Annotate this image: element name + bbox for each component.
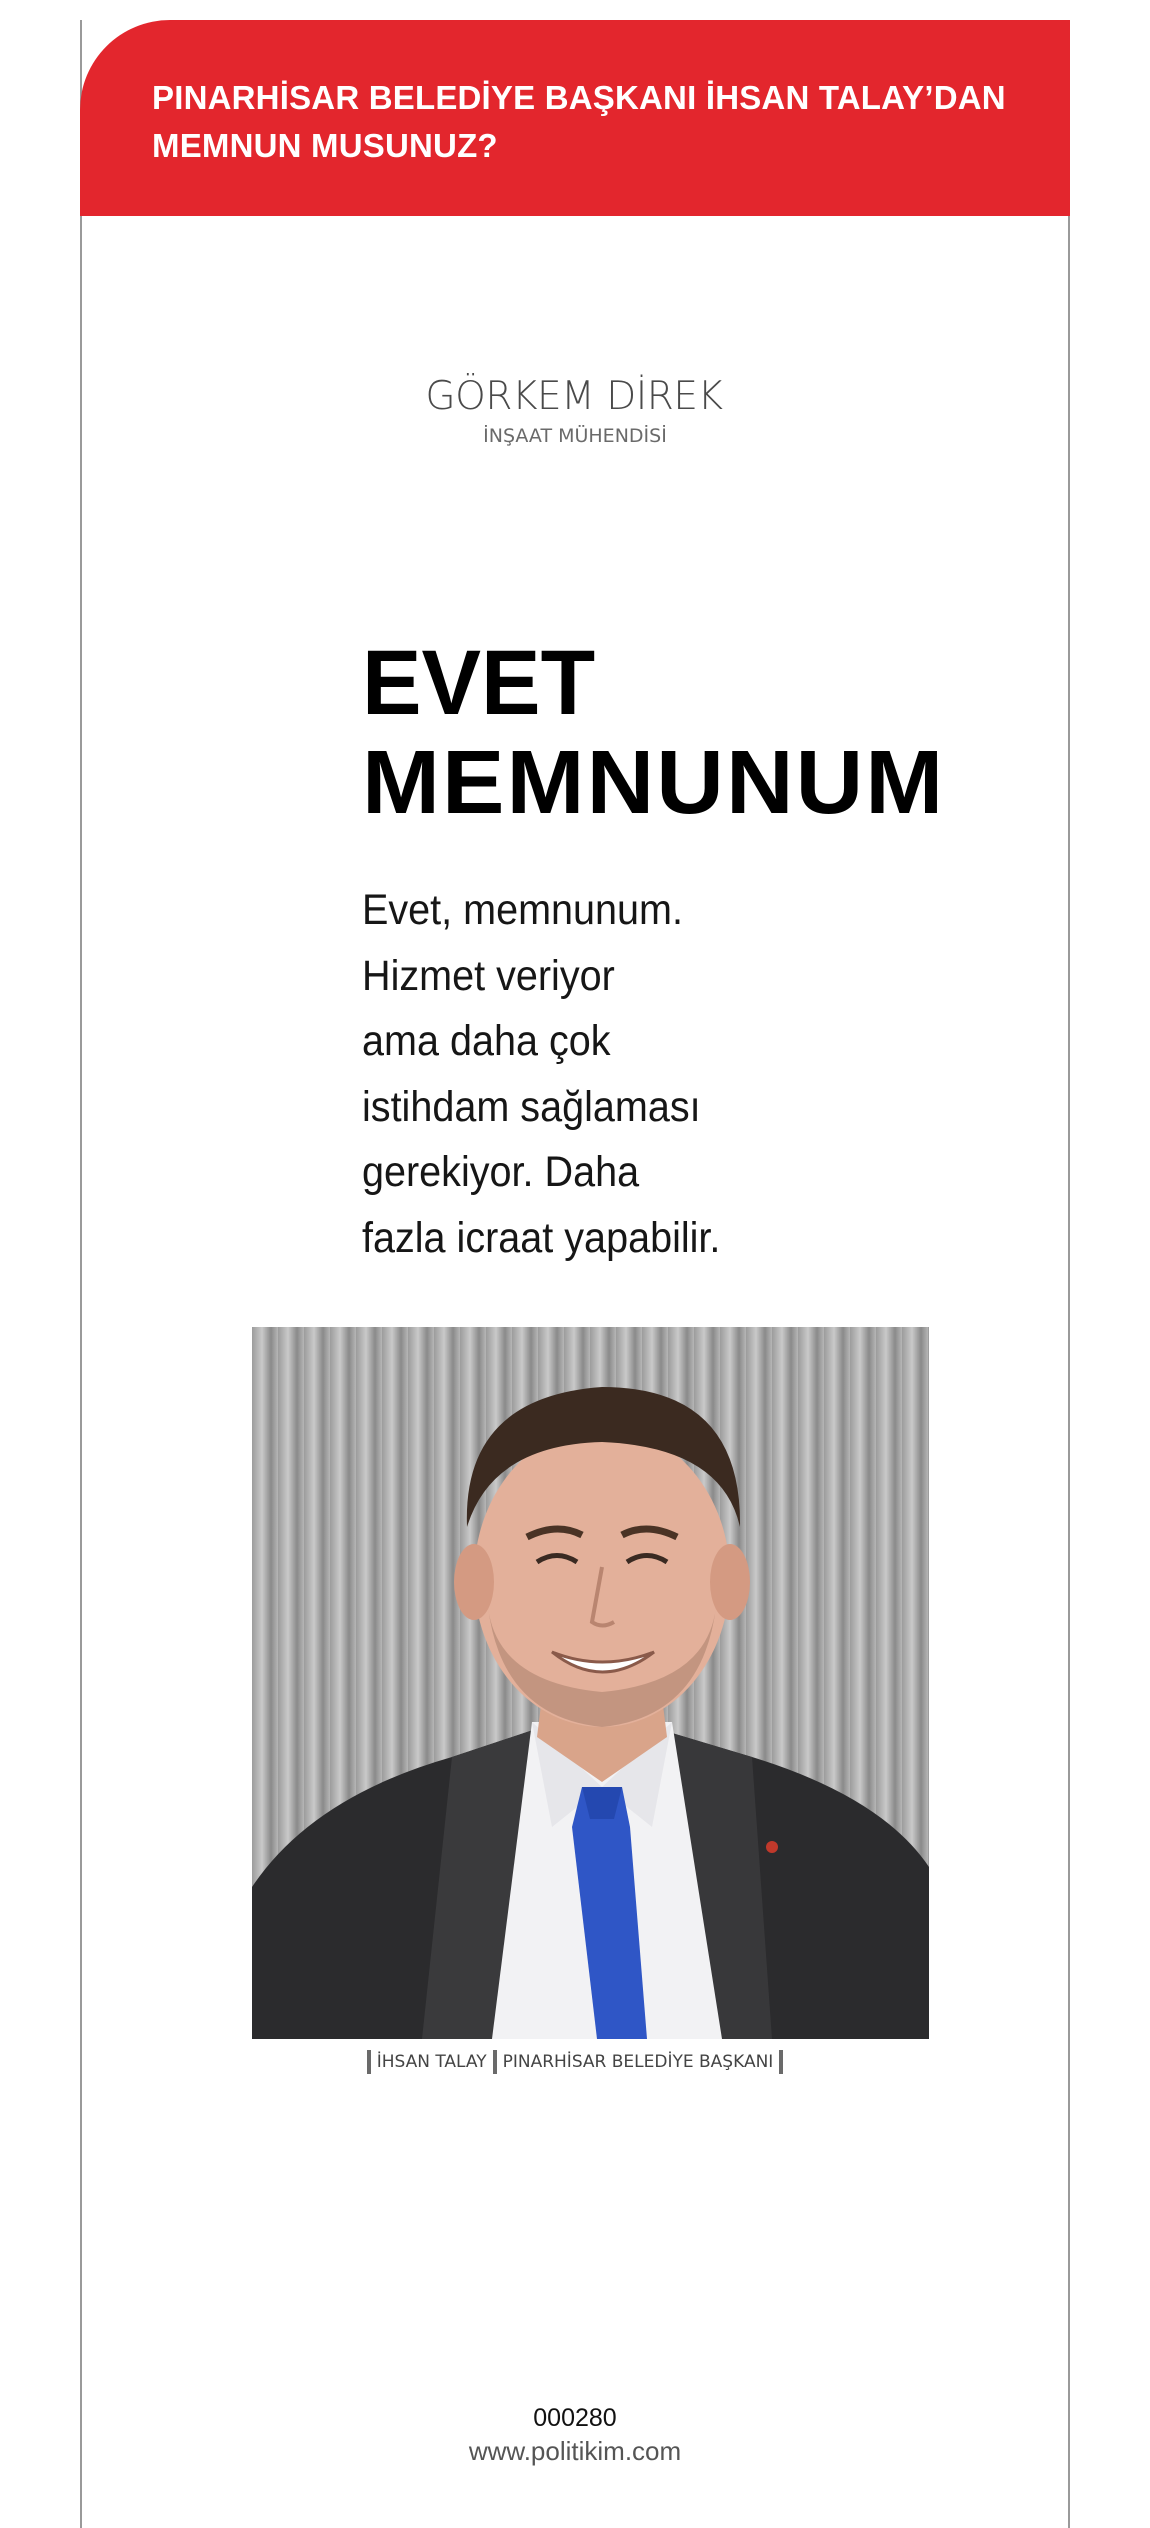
footer (0, 2402, 1150, 2468)
portrait-illustration (252, 1327, 929, 2039)
headline-line-2: MEMNUNUM (362, 733, 946, 833)
answer-text: Evet, memnunum. Hizmet veriyor ama daha çok istihdam sağlaması gerekiyor. Daha fazla icraat yapabilir. (362, 886, 721, 1262)
caption-divider (367, 2050, 371, 2074)
headline-line-1: EVET (362, 632, 596, 734)
page-code: 000280 (533, 2404, 617, 2432)
question-title: PINARHİSAR BELEDİYE BAŞKANI İHSAN TALAY’DAN MEMNUN MUSUNUZ? (152, 79, 1006, 164)
respondent-name: GÖRKEM DİREK (425, 374, 723, 419)
portrait-photo (252, 1327, 929, 2039)
caption-divider (779, 2050, 783, 2074)
caption-role: PINARHİSAR BELEDİYE BAŞKANI (502, 2052, 774, 2072)
question-banner (80, 20, 1070, 216)
caption-name: İHSAN TALAY (376, 2052, 487, 2072)
photo-caption (0, 2048, 1150, 2076)
caption-divider (493, 2050, 497, 2074)
website-link[interactable]: www.politikim.com (468, 2436, 682, 2466)
respondent-profession: İNŞAAT MÜHENDİSİ (483, 425, 667, 447)
answer-headline (362, 632, 946, 833)
respondent-info (0, 372, 1150, 448)
